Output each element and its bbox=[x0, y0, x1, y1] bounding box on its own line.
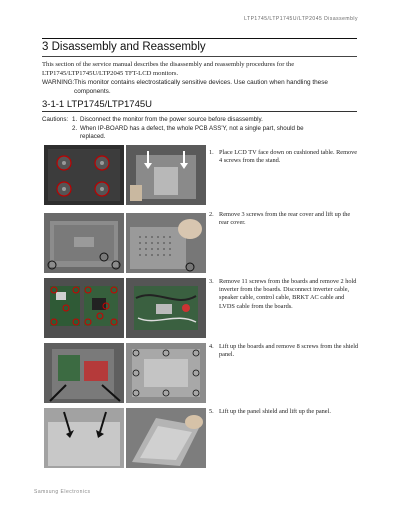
chapter-title: 3 Disassembly and Reassembly bbox=[42, 38, 357, 57]
warning-label: WARNING: bbox=[42, 79, 75, 86]
shield-screws-photo bbox=[44, 343, 124, 403]
warning-text-line1: This monitor contains electrostatically sensitive devices. Use caution when handling these bbox=[74, 79, 328, 86]
step-5 bbox=[209, 408, 359, 416]
caution-text-continued: replaced. bbox=[80, 133, 106, 140]
stand-removal-photo bbox=[126, 145, 206, 205]
step-1 bbox=[209, 149, 359, 165]
step-text: Remove 3 screws from the rear cover and lift up the rear cover. bbox=[219, 211, 351, 227]
step-text: Place LCD TV face down on cushioned table. Remove 4 screws from the stand. bbox=[219, 149, 358, 165]
step-2 bbox=[209, 211, 359, 227]
stand-screws-photo bbox=[44, 145, 124, 205]
panel-lift-photo bbox=[126, 408, 206, 468]
caution-text: Disconnect the monitor from the power source before disassembly. bbox=[80, 116, 263, 123]
board-screws-photo bbox=[44, 278, 124, 338]
board-cables-photo bbox=[126, 278, 206, 338]
shield-panel-photo bbox=[126, 343, 206, 403]
step-4 bbox=[209, 343, 359, 359]
step-number: 1. bbox=[209, 149, 214, 156]
caution-text: When IP-BOARD has a defect, the whole PCB ASS'Y, not a single part, should be bbox=[80, 124, 304, 132]
caution-number: 2. bbox=[72, 124, 78, 132]
step-text: Lift up the panel shield and lift up the panel. bbox=[219, 408, 331, 415]
caution-number: 1. bbox=[72, 116, 78, 123]
rear-cover-lift-photo bbox=[126, 213, 206, 273]
cautions-label: Cautions: bbox=[42, 116, 69, 123]
running-header: LTP1745/LTP1745U/LTP2045 Disassembly bbox=[244, 16, 358, 22]
step-text: Remove 11 screws from the boards and remove 2 hold inverter from the boards. Disconnect inverter cable, speaker cable, control cable, BRKT AC cable and LVDS cable from the boards. bbox=[219, 278, 357, 310]
warning-note bbox=[42, 79, 357, 96]
intro-paragraph: This section of the service manual describes the disassembly and reassembly procedures for the LTP1745/LTP1745U/LTP2045 TFT-LCD monitors. bbox=[42, 61, 295, 77]
step-number: 2. bbox=[209, 211, 214, 218]
step-number: 4. bbox=[209, 343, 214, 350]
warning-text-line2: components. bbox=[74, 87, 111, 95]
step-number: 3. bbox=[209, 278, 214, 285]
section-title: 3-1-1 LTP1745/LTP1745U bbox=[42, 98, 357, 112]
step-3 bbox=[209, 278, 359, 311]
running-footer: Samsung Electronics bbox=[34, 489, 91, 495]
panel-shield-lift-photo bbox=[44, 408, 124, 468]
rear-cover-screws-photo bbox=[44, 213, 124, 273]
step-text: Lift up the boards and remove 8 screws from the shield panel. bbox=[219, 343, 359, 359]
cautions-list bbox=[42, 116, 357, 142]
step-number: 5. bbox=[209, 408, 214, 415]
